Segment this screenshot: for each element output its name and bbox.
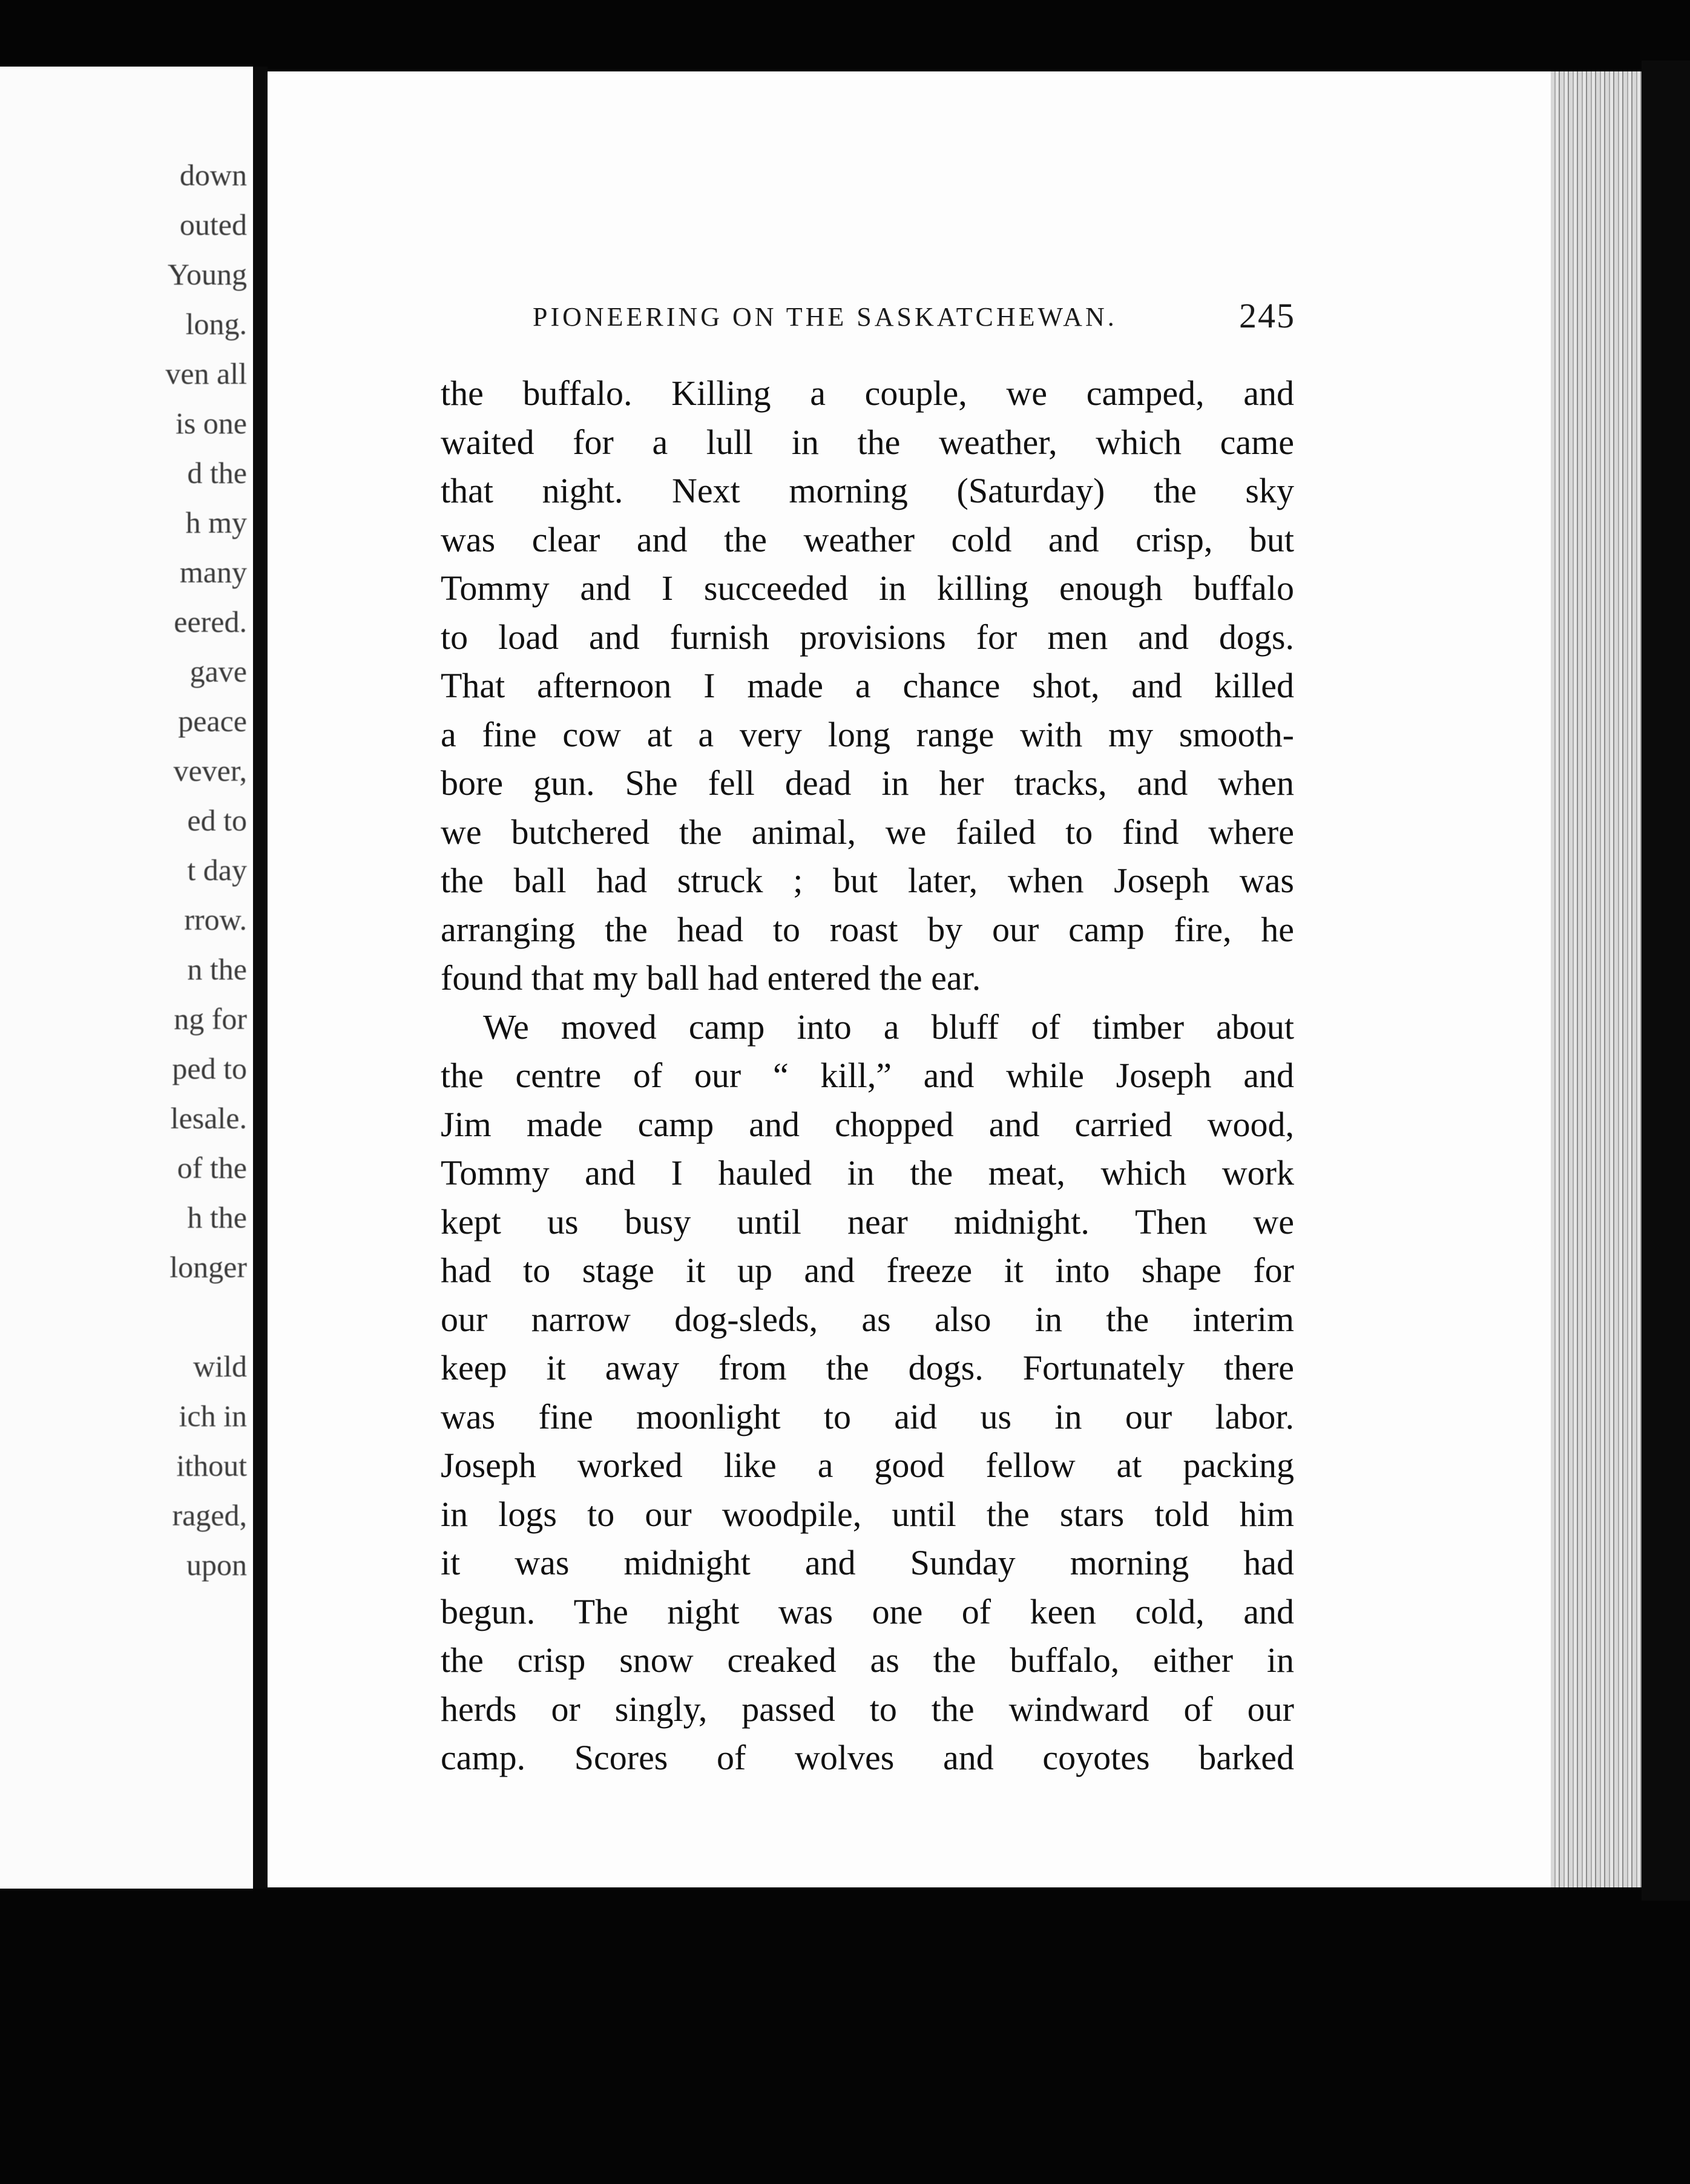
text-line: Tommy and I succeeded in killing enough buffalo <box>441 568 1294 608</box>
facing-page-fragment: h the <box>187 1200 247 1234</box>
facing-page-fragment: many <box>179 555 247 589</box>
text-line: was fine moonlight to aid us in our labor. <box>441 1396 1294 1436</box>
facing-page-fragment: wild <box>193 1349 247 1383</box>
text-line: to load and furnish provisions for men and dogs. <box>441 617 1294 657</box>
scan-background-edge <box>1642 61 1690 1901</box>
facing-page-fragment: outed <box>179 208 247 242</box>
facing-page-fragment: Young <box>167 257 247 291</box>
page-block-edge <box>1551 71 1642 1887</box>
facing-page-fragment: peace <box>178 704 247 738</box>
paragraph-last-line: found that my ball had entered the ear. <box>441 958 981 998</box>
text-line: Jim made camp and chopped and carried wood, <box>441 1104 1294 1144</box>
facing-page-fragment: eered. <box>174 605 247 639</box>
facing-page-fragment: of the <box>177 1151 247 1185</box>
facing-page-fragment: t day <box>187 853 247 887</box>
facing-page-fragment: long. <box>185 307 247 341</box>
facing-page-fragment: down <box>179 158 247 192</box>
text-line: bore gun. She fell dead in her tracks, and when <box>441 763 1294 803</box>
facing-page-fragment: ng for <box>174 1002 247 1036</box>
facing-page-fragment: longer <box>169 1250 247 1284</box>
text-line: in logs to our woodpile, until the stars told him <box>441 1494 1294 1534</box>
text-line: that night. Next morning (Saturday) the sky <box>441 471 1294 510</box>
text-line: kept us busy until near midnight. Then we <box>441 1202 1294 1242</box>
facing-page-fragment: ven all <box>165 357 247 390</box>
running-head-title: PIONEERING ON THE SASKATCHEWAN. <box>533 302 1117 332</box>
text-line: the ball had struck ; but later, when Joseph was <box>441 861 1294 900</box>
text-line: our narrow dog-sleds, as also in the interim <box>441 1299 1294 1339</box>
text-line: keep it away from the dogs. Fortunately there <box>441 1348 1294 1387</box>
facing-page-left <box>0 67 253 1889</box>
facing-page-fragment: is one <box>175 406 247 440</box>
text-line: a fine cow at a very long range with my smooth- <box>441 714 1294 754</box>
text-line: it was midnight and Sunday morning had <box>441 1543 1294 1582</box>
text-line: the centre of our “ kill,” and while Joseph and <box>441 1056 1294 1095</box>
body-text <box>441 369 1294 1783</box>
facing-page-fragment: gave <box>189 654 247 688</box>
text-line: herds or singly, passed to the windward of our <box>441 1689 1294 1729</box>
facing-page-fragment: ed to <box>187 803 247 837</box>
text-line: waited for a lull in the weather, which came <box>441 422 1294 462</box>
facing-page-fragment: upon <box>186 1548 247 1582</box>
facing-page-fragment: vever, <box>173 754 247 788</box>
text-line: Joseph worked like a good fellow at packing <box>441 1446 1294 1485</box>
running-head <box>533 295 1295 338</box>
text-line: was clear and the weather cold and crisp, but <box>441 519 1294 559</box>
facing-page-fragment: lesale. <box>170 1101 247 1135</box>
facing-page-fragment: h my <box>185 505 247 539</box>
facing-page-fragment: raged, <box>172 1498 247 1532</box>
text-line: arranging the head to roast by our camp fire, he <box>441 909 1294 949</box>
facing-page-fragment: rrow. <box>184 903 247 936</box>
text-line: camp. Scores of wolves and coyotes barked <box>441 1738 1294 1777</box>
paragraph-first-line: We moved camp into a bluff of timber about <box>483 1007 1294 1047</box>
facing-page-fragment: ped to <box>172 1051 247 1085</box>
text-line: Tommy and I hauled in the meat, which work <box>441 1153 1294 1192</box>
facing-page-fragment: d the <box>187 456 247 490</box>
text-line: That afternoon I made a chance shot, and killed <box>441 666 1294 705</box>
book-gutter <box>253 67 268 1889</box>
text-line: had to stage it up and freeze it into shape for <box>441 1251 1294 1290</box>
text-line: we butchered the animal, we failed to find where <box>441 812 1294 852</box>
text-line: the buffalo. Killing a couple, we camped, and <box>441 373 1294 413</box>
facing-page-fragment: ithout <box>176 1449 247 1482</box>
facing-page-fragment: ich in <box>179 1399 247 1433</box>
text-line: begun. The night was one of keen cold, and <box>441 1591 1294 1631</box>
page-number: 245 <box>1239 296 1295 335</box>
facing-page-fragment: n the <box>187 952 247 986</box>
text-line: the crisp snow creaked as the buffalo, either in <box>441 1640 1294 1680</box>
